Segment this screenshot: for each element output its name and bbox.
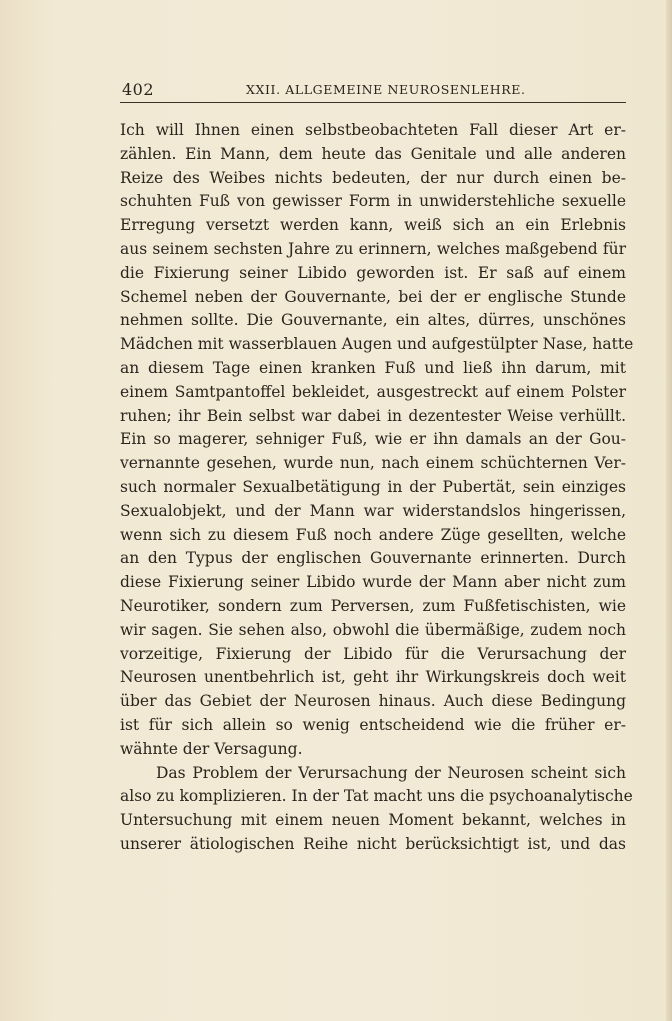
text-line: diese Fixierung seiner Libido wurde der Mann aber nicht zum bbox=[120, 573, 626, 592]
text-line: vorzeitige, Fixierung der Libido für die Verursachung der bbox=[120, 644, 626, 663]
text-line: ist für sich allein so wenig entscheidend wie die früher er- bbox=[120, 715, 626, 734]
text-line: über das Gebiet der Neurosen hinaus. Auch diese Bedingung bbox=[120, 692, 626, 711]
text-line: Erregung versetzt werden kann, weiß sich an ein Erlebnis bbox=[120, 216, 626, 235]
text-line: also zu komplizieren. In der Tat macht uns die psychoanalytische bbox=[120, 787, 633, 806]
text-line: an diesem Tage einen kranken Fuß und ließ ihn darum, mit bbox=[120, 358, 626, 377]
text-line: Mädchen mit wasserblauen Augen und aufgestülpter Nase, hatte bbox=[120, 335, 634, 354]
text-line: ruhen; ihr Bein selbst war dabei in dezentester Weise verhüllt. bbox=[120, 406, 626, 425]
text-line: schuhten Fuß von gewisser Form in unwiderstehliche sexuelle bbox=[120, 192, 626, 211]
page-edge bbox=[666, 0, 672, 1021]
text-line: an den Typus der englischen Gouvernante erinnerten. Durch bbox=[120, 549, 626, 568]
text-line: wir sagen. Sie sehen also, obwohl die übermäßige, zudem noch bbox=[120, 620, 626, 639]
header-rule bbox=[120, 102, 626, 103]
text-line: nehmen sollte. Die Gouvernante, ein altes, dürres, unschönes bbox=[120, 311, 626, 330]
text-line: Schemel neben der Gouvernante, bei der er englische Stunde bbox=[120, 287, 626, 306]
text-line: Ein so magerer, sehniger Fuß, wie er ihn damals an der Gou- bbox=[120, 430, 626, 449]
body-text bbox=[120, 119, 634, 857]
running-head: XXII. ALLGEMEINE NEUROSENLEHRE. bbox=[246, 82, 526, 97]
text-line: Das Problem der Verursachung der Neurosen scheint sich bbox=[156, 763, 626, 782]
text-line: aus seinem sechsten Jahre zu erinnern, welches maßgebend für bbox=[120, 239, 626, 258]
text-line: Reize des Weibes nichts bedeuten, der nur durch einen be- bbox=[120, 168, 626, 187]
page-number: 402 bbox=[122, 80, 155, 99]
text-line: Untersuchung mit einem neuen Moment bekannt, welches in bbox=[120, 811, 626, 830]
text-line: Neurotiker, sondern zum Perversen, zum Fußfetischisten, wie bbox=[120, 596, 626, 615]
text-line: such normaler Sexualbetätigung in der Pubertät, sein einziges bbox=[120, 477, 626, 496]
page-header bbox=[120, 80, 626, 102]
text-line: Neurosen unentbehrlich ist, geht ihr Wirkungskreis doch weit bbox=[120, 668, 626, 687]
text-line: vernannte gesehen, wurde nun, nach einem schüchternen Ver- bbox=[120, 454, 626, 473]
text-line: unserer ätiologischen Reihe nicht berücksichtigt ist, und das bbox=[120, 834, 626, 853]
text-line: einem Samtpantoffel bekleidet, ausgestreckt auf einem Polster bbox=[120, 382, 626, 401]
text-line: wenn sich zu diesem Fuß noch andere Züge gesellten, welche bbox=[120, 525, 626, 544]
text-line: die Fixierung seiner Libido geworden ist. Er saß auf einem bbox=[120, 263, 626, 282]
text-line: zählen. Ein Mann, dem heute das Genitale und alle anderen bbox=[120, 144, 626, 163]
text-line: Ich will Ihnen einen selbstbeobachteten Fall dieser Art er- bbox=[120, 121, 626, 139]
text-line: Sexualobjekt, und der Mann war widerstandslos hingerissen, bbox=[120, 501, 626, 520]
text-line: wähnte der Versagung. bbox=[120, 739, 303, 758]
